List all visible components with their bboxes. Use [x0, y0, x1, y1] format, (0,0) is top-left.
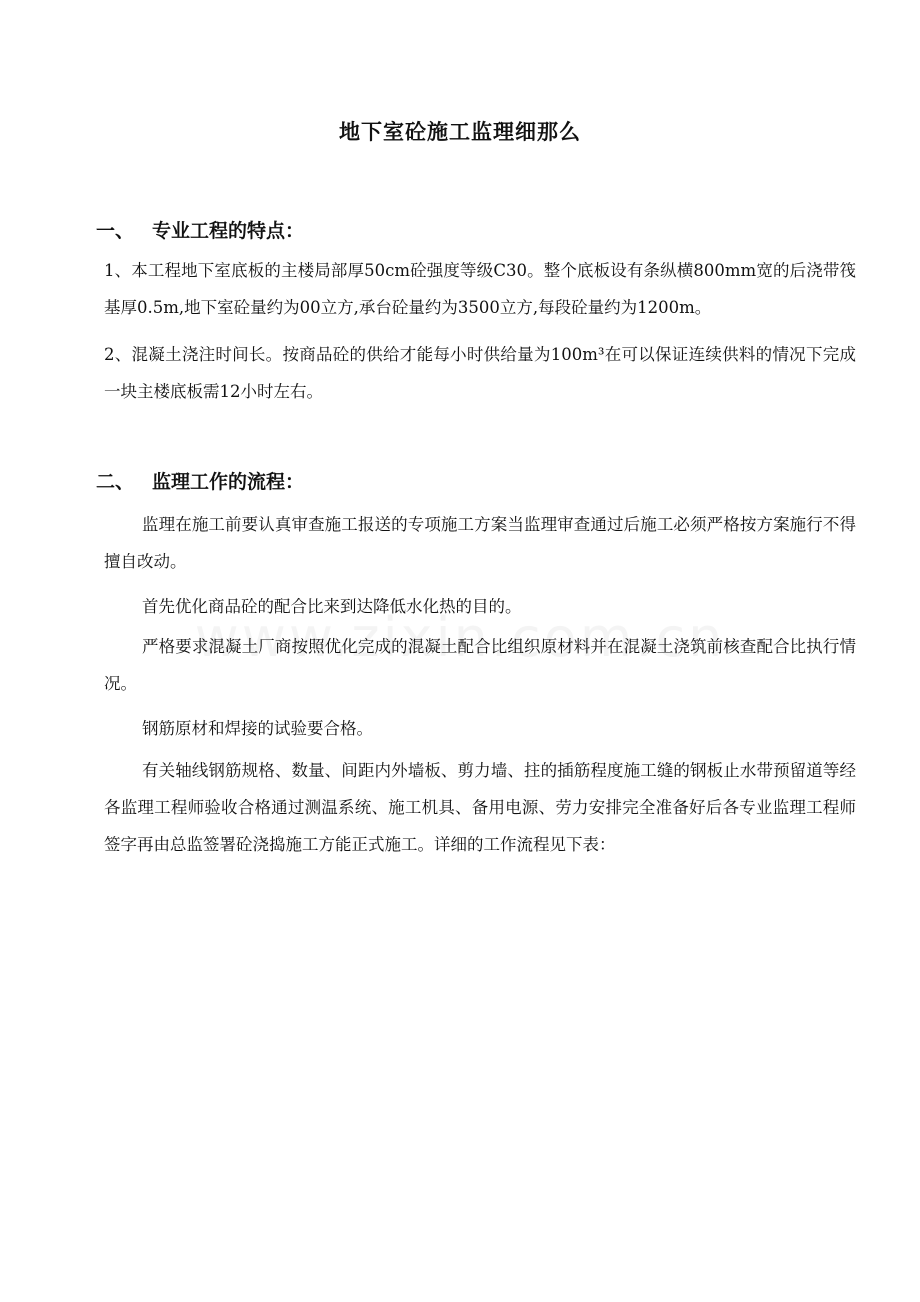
section-2-paragraph-3: 严格要求混凝土厂商按照优化完成的混凝土配合比组织原材料并在混凝土浇筑前核查配合比执行情况。 [104, 637, 856, 693]
document-title: 地下室砼施工监理细那么 [339, 120, 581, 144]
section-1-paragraph-1: 1、本工程地下室底板的主楼局部厚50cm砼强度等级C30。整个底板设有条纵横800mm宽的后浇带筏基厚0.5m,地下室砼量约为00立方,承台砼量约为3500立方,每段砼量约为1200m。 [104, 261, 856, 317]
section-2-heading [96, 467, 304, 494]
section-2-paragraph-1: 监理在施工前要认真审查施工报送的专项施工方案当监理审查通过后施工必须严格按方案施行不得擅自改动。 [104, 515, 856, 571]
section-2-title: 监理工作的流程： [152, 471, 305, 493]
section-1-heading [96, 216, 304, 243]
section-2-number: 二、 [96, 471, 135, 493]
section-2-paragraph-5: 有关轴线钢筋规格、数量、间距内外墙板、剪力墙、拄的插筋程度施工缝的钢板止水带预留道等经各监理工程师验收合格通过测温系统、施工机具、备用电源、劳力安排完全准备好后各专业监理工程师签字再由总监签署砼浇捣施工方能正式施工。详细的工作流程见下表： [104, 761, 856, 854]
section-1-paragraph-2: 2、混凝土浇注时间长。按商品砼的供给才能每小时供给量为100m³在可以保证连续供料的情况下完成一块主楼底板需12小时左右。 [104, 345, 856, 401]
section-1-title: 专业工程的特点： [152, 220, 305, 242]
section-1-number: 一、 [96, 220, 135, 242]
section-2-paragraph-4: 钢筋原材和焊接的试验要合格。 [142, 719, 373, 738]
section-2-paragraph-2: 首先优化商品砼的配合比来到达降低水化热的目的。 [142, 597, 522, 616]
